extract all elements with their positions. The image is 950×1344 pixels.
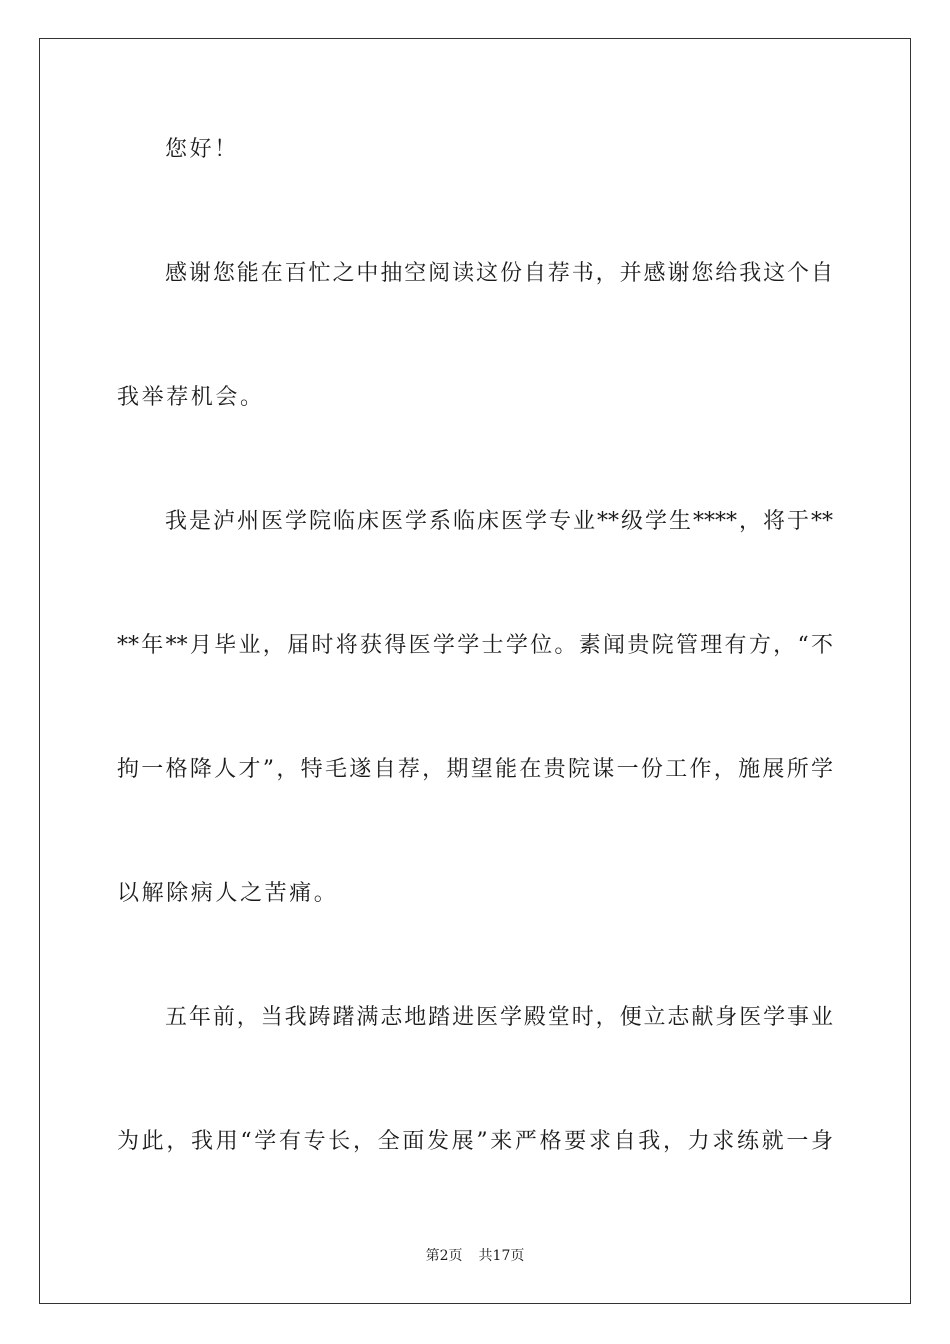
page-frame [39,38,911,1304]
paragraph-3-line-1: 五年前，当我踌躇满志地踏进医学殿堂时，便立志献身医学事业 [165,1005,833,1030]
paragraph-1-line-1: 感谢您能在百忙之中抽空阅读这份自荐书，并感谢您给我这个自 [165,261,833,286]
paragraph-3-line-2: 为此，我用“学有专长，全面发展”来严格要求自我，力求练就一身 [117,1129,833,1154]
paragraph-1-line-2: 我举荐机会。 [117,385,265,410]
paragraph-2-line-4: 以解除病人之苦痛。 [117,881,339,906]
paragraph-2-line-2: **年**月毕业，届时将获得医学学士学位。素闻贵院管理有方，“不 [117,633,833,658]
greeting-line: 您好！ [165,137,239,162]
page-footer [0,1247,950,1265]
page-number: 第2页 [425,1248,463,1264]
page-total: 共17页 [478,1248,525,1264]
paragraph-2-line-1: 我是泸州医学院临床医学系临床医学专业**级学生****，将于** [165,509,833,534]
paragraph-2-line-3: 拘一格降人才”，特毛遂自荐，期望能在贵院谋一份工作，施展所学 [117,757,833,782]
